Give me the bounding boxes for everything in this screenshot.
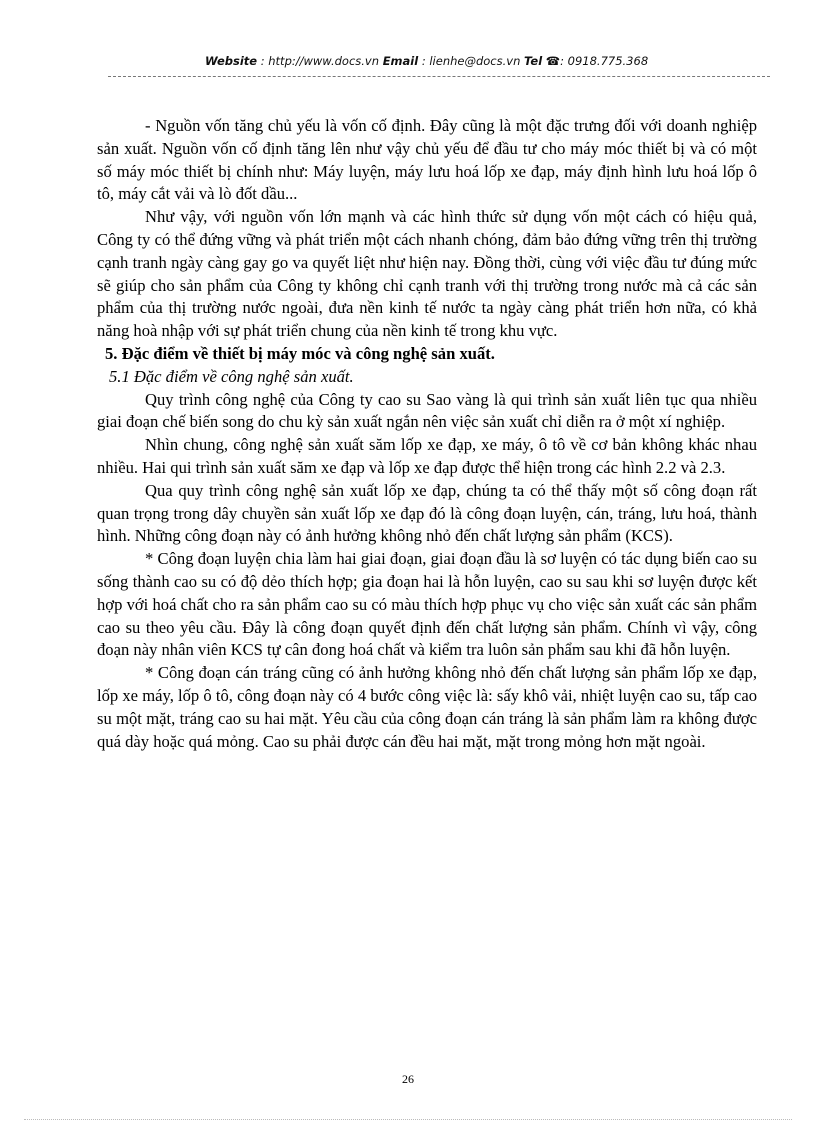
footer-divider	[24, 1119, 792, 1120]
paragraph: * Công đoạn cán tráng cũng có ảnh hưởng không nhỏ đến chất lượng sản phẩm lốp xe đạp, lốp xe máy, lốp ô tô, công đoạn này có 4 bước công việc là: sấy khô vải, nhiệt luyện cao su, tấp cao su một mặt, tráng cao su hai mặt. Yêu cầu của công đoạn cán tráng là sản phẩm làm ra không được quá dày hoặc quá mỏng. Cao su phải được cán đều hai mặt, mặt trong mỏng hơn mặt ngoài.	[97, 663, 757, 751]
paragraph: Nhìn chung, công nghệ sản xuất săm lốp xe đạp, xe máy, ô tô về cơ bản không khác nhau nhiều. Hai qui trình sản xuất săm xe đạp và lốp xe đạp được thể hiện trong các hình 2.2 và 2.3.	[97, 435, 757, 477]
document-body	[97, 115, 757, 753]
email-value: : lienhe@docs.vn	[418, 54, 525, 68]
page-number: 26	[402, 1072, 414, 1086]
paragraph: Như vậy, với nguồn vốn lớn mạnh và các hình thức sử dụng vốn một cách có hiệu quả, Công ty có thể đứng vững và phát triển một cách nhanh chóng, đảm bảo đứng vững trên thị trường cạnh tranh ngày càng gay go va quyết liệt như hiện nay. Đồng thời, cùng với việc đầu tư đúng mức sẽ giúp cho sản phẩm của Công ty không chỉ cạnh tranh với thị trường trong nước mà cả các sản phẩm của thị trường nước ngoài, đưa nền kinh tế nước ta ngày càng phát triển hơn nữa, có khả năng hoà nhập với sự phát triển chung của nền kinh tế trong khu vực.	[97, 207, 757, 341]
header-divider	[108, 76, 770, 77]
email-label: Email	[382, 54, 419, 68]
website-value: : http://www.docs.vn	[257, 54, 383, 68]
tel-value: : 0918.775.368	[560, 54, 649, 68]
phone-icon: ☎	[545, 54, 561, 68]
page-header	[205, 54, 648, 68]
paragraph: Qua quy trình công nghệ sản xuất lốp xe đạp, chúng ta có thể thấy một số công đoạn rất quan trọng trong dây chuyền sản xuất lốp xe đạp đó là công đoạn luyện, cán, tráng, lưu hoá, thành hình. Những công đoạn này có ảnh hưởng không nhỏ đến chất lượng sản phẩm (KCS).	[97, 480, 757, 546]
paragraph: - Nguồn vốn tăng chủ yếu là vốn cố định. Đây cũng là một đặc trưng đối với doanh nghiệp sản xuất. Nguồn vốn cố định tăng lên như vậy chủ yếu để đầu tư cho máy móc thiết bị và có một số máy móc thiết bị chính như: Máy luyện, máy lưu hoá lốp xe đạp, máy định hình lưu hoá lốp ô tô, máy cắt vải và lò đốt dầu...	[97, 116, 757, 204]
section-heading: 5. Đặc điểm về thiết bị máy móc và công nghệ sản xuất.	[105, 343, 495, 363]
subsection-heading: 5.1 Đặc điểm về công nghệ sản xuất.	[109, 366, 354, 386]
paragraph: Quy trình công nghệ của Công ty cao su Sao vàng là qui trình sản xuất liên tục qua nhiều giai đoạn chế biến song do chu kỳ sản xuất ngắn nên việc sản xuất chỉ diễn ra ở một xí nghiệp.	[97, 389, 757, 432]
tel-label: Tel	[524, 54, 543, 68]
paragraph: * Công đoạn luyện chia làm hai giai đoạn, giai đoạn đầu là sơ luyện có tác dụng biến cao su sống thành cao su có độ dẻo thích hợp; gia đoạn hai là hỗn luyện, cao su sau khi sơ luyện được kết hợp với hoá chất cho ra sản phẩm cao su có màu thích hợp phục vụ cho việc sản xuất các sản phẩm cao su theo yêu cầu. Đây là công đoạn quyết định đến chất lượng sản phẩm. Chính vì vậy, công đoạn này nhân viên KCS tự cân đong hoá chất và kiểm tra luôn sản phẩm sau khi đã hỗn luyện.	[97, 549, 757, 660]
website-label: Website	[205, 54, 258, 68]
